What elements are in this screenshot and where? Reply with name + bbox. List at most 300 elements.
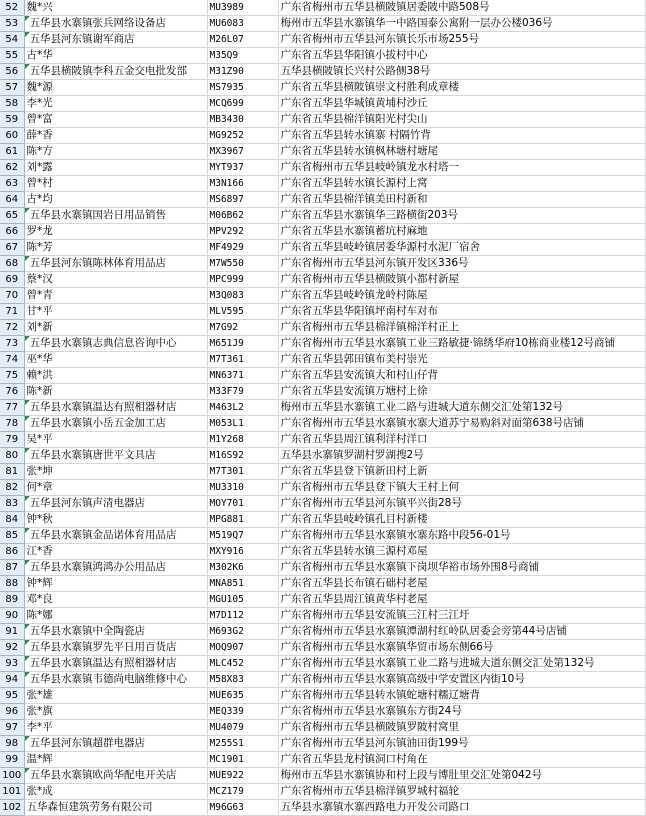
row-number[interactable] <box>0 64 24 80</box>
cell-code[interactable] <box>207 640 278 656</box>
row-number[interactable] <box>0 720 24 736</box>
cell-name[interactable] <box>24 512 207 528</box>
row-number[interactable] <box>0 224 24 240</box>
row-number-text: 67 <box>5 242 19 253</box>
cell-name[interactable] <box>24 304 207 320</box>
row-number[interactable] <box>0 240 24 256</box>
cell-address-text: 广东省梅州市五华县水寨镇水寨大道苏宁易购斜对面第638号店铺 <box>280 417 585 429</box>
row-number[interactable] <box>0 752 24 768</box>
cell-address[interactable] <box>278 320 645 336</box>
cell-code[interactable] <box>207 624 278 640</box>
cell-code[interactable] <box>207 272 278 288</box>
cell-address[interactable] <box>278 448 645 464</box>
row-number-text: 98 <box>5 738 19 749</box>
row-number[interactable] <box>0 496 24 512</box>
row-number[interactable] <box>0 784 24 800</box>
row-number[interactable] <box>0 272 24 288</box>
cell-address[interactable] <box>278 288 645 304</box>
row-number[interactable] <box>0 576 24 592</box>
cell-code-text: MS7935 <box>209 82 244 93</box>
cell-address-text: 广东省五华县岐岭镇居委华源村水泥厂宿舍 <box>280 241 480 253</box>
table-row <box>0 576 645 592</box>
cell-name[interactable] <box>24 320 207 336</box>
cell-code[interactable] <box>207 64 278 80</box>
row-number-text: 83 <box>5 498 19 509</box>
table-row <box>0 448 645 464</box>
cell-name[interactable] <box>24 544 207 560</box>
cell-address[interactable] <box>278 784 645 800</box>
table-row <box>0 768 645 784</box>
cell-code[interactable] <box>207 208 278 224</box>
row-number[interactable] <box>0 208 24 224</box>
cell-name[interactable] <box>24 448 207 464</box>
row-number[interactable] <box>0 800 24 816</box>
cell-address[interactable] <box>278 496 645 512</box>
cell-name[interactable] <box>24 48 207 64</box>
cell-address[interactable] <box>278 768 645 784</box>
table-row <box>0 384 645 400</box>
cell-address[interactable] <box>278 240 645 256</box>
cell-address[interactable] <box>278 304 645 320</box>
row-number[interactable] <box>0 320 24 336</box>
cell-address[interactable] <box>278 752 645 768</box>
row-number[interactable] <box>0 624 24 640</box>
cell-address-text: 广东省梅州市五华县转水镇蛇塘村糯辽塘背 <box>280 689 480 701</box>
cell-address[interactable] <box>278 656 645 672</box>
row-number-text: 71 <box>5 306 19 317</box>
cell-code[interactable] <box>207 368 278 384</box>
cell-code-text: M7W550 <box>209 258 244 269</box>
table-row <box>0 592 645 608</box>
cell-code[interactable] <box>207 496 278 512</box>
cell-address[interactable] <box>278 640 645 656</box>
table-row <box>0 128 645 144</box>
cell-name[interactable] <box>24 720 207 736</box>
row-number[interactable] <box>0 144 24 160</box>
row-number-text: 54 <box>5 34 19 45</box>
error-indicator-icon <box>25 528 30 533</box>
row-number[interactable] <box>0 336 24 352</box>
cell-code-text: M7D112 <box>209 610 244 621</box>
cell-name-text: 刘*露 <box>26 161 53 173</box>
row-number[interactable] <box>0 0 24 16</box>
cell-address[interactable] <box>278 384 645 400</box>
cell-name[interactable] <box>24 144 207 160</box>
row-number[interactable] <box>0 416 24 432</box>
cell-code-text: MEQ339 <box>209 706 244 717</box>
cell-address-text: 广东省五华县岐岭镇孔目村新楼 <box>280 513 428 525</box>
row-number[interactable] <box>0 400 24 416</box>
cell-code[interactable] <box>207 416 278 432</box>
cell-code[interactable] <box>207 688 278 704</box>
cell-address[interactable] <box>278 48 645 64</box>
cell-name[interactable] <box>24 624 207 640</box>
cell-name[interactable] <box>24 208 207 224</box>
table-row <box>0 752 645 768</box>
cell-name[interactable] <box>24 800 207 816</box>
cell-code[interactable] <box>207 704 278 720</box>
row-number[interactable] <box>0 128 24 144</box>
cell-address-text: 广东省五华县郭田镇布美村崇光 <box>280 353 428 365</box>
error-indicator-icon <box>25 768 30 773</box>
cell-name[interactable] <box>24 400 207 416</box>
cell-code[interactable] <box>207 80 278 96</box>
cell-code-text: MOY701 <box>209 498 244 509</box>
cell-code[interactable] <box>207 128 278 144</box>
cell-code-text: MU3989 <box>209 2 244 13</box>
cell-address-text: 广东省五华县华城镇黄埔村沙丘 <box>280 97 428 109</box>
row-number[interactable] <box>0 736 24 752</box>
cell-name-text: 五华县水寨镇小岳五金加工店 <box>29 417 166 429</box>
cell-code[interactable] <box>207 720 278 736</box>
cell-address[interactable] <box>278 432 645 448</box>
row-number[interactable] <box>0 176 24 192</box>
cell-name[interactable] <box>24 0 207 16</box>
cell-name[interactable] <box>24 560 207 576</box>
row-number[interactable] <box>0 160 24 176</box>
cell-address-text: 五华县水寨镇水寨西路电力开发公司路口 <box>280 801 470 813</box>
cell-code[interactable] <box>207 192 278 208</box>
cell-name-text: 张*坤 <box>26 465 53 477</box>
cell-code-text: MF4929 <box>209 242 244 253</box>
cell-address[interactable] <box>278 32 645 48</box>
cell-address-text: 广东省五华县水寨镇华三路横街203号 <box>280 209 459 221</box>
cell-code[interactable] <box>207 432 278 448</box>
cell-code-text: M463L2 <box>209 402 244 413</box>
cell-address[interactable] <box>278 0 645 16</box>
row-number-text: 77 <box>5 402 19 413</box>
cell-code[interactable] <box>207 608 278 624</box>
cell-name[interactable] <box>24 432 207 448</box>
row-number[interactable] <box>0 112 24 128</box>
cell-name[interactable] <box>24 80 207 96</box>
row-number[interactable] <box>0 704 24 720</box>
cell-address[interactable] <box>278 608 645 624</box>
row-number[interactable] <box>0 528 24 544</box>
cell-address[interactable] <box>278 224 645 240</box>
cell-address-text: 广东省五华县龙村镇洞口村角在 <box>280 753 428 765</box>
cell-code[interactable] <box>207 544 278 560</box>
cell-code[interactable] <box>207 672 278 688</box>
cell-address-text: 广东省梅州市五华县登下镇大王村上何 <box>280 481 459 493</box>
cell-name[interactable] <box>24 464 207 480</box>
cell-address-text: 广东省梅州市五华县河东镇平兴街28号 <box>280 497 462 509</box>
row-number[interactable] <box>0 368 24 384</box>
cell-address[interactable] <box>278 416 645 432</box>
cell-address[interactable] <box>278 128 645 144</box>
cell-address[interactable] <box>278 528 645 544</box>
cell-name[interactable] <box>24 672 207 688</box>
row-number[interactable] <box>0 608 24 624</box>
row-number[interactable] <box>0 48 24 64</box>
cell-code-text: M58X83 <box>209 674 244 685</box>
cell-name[interactable] <box>24 176 207 192</box>
cell-address[interactable] <box>278 96 645 112</box>
row-number-text: 85 <box>5 530 19 541</box>
cell-code-text: M16S92 <box>209 450 244 461</box>
row-number-text: 102 <box>2 802 22 813</box>
row-number-text: 53 <box>5 18 19 29</box>
row-number-text: 84 <box>5 514 19 525</box>
cell-code-text: MN6371 <box>209 370 244 381</box>
cell-code-text: MB3430 <box>209 114 244 125</box>
row-number[interactable] <box>0 544 24 560</box>
row-number[interactable] <box>0 16 24 32</box>
cell-code[interactable] <box>207 304 278 320</box>
cell-address-text: 广东省梅州市五华县水寨镇潭湖村红岭队居委会旁第44号店铺 <box>280 625 567 637</box>
cell-code[interactable] <box>207 736 278 752</box>
cell-code[interactable] <box>207 512 278 528</box>
cell-name-text: 曾*村 <box>26 177 53 189</box>
cell-code[interactable] <box>207 32 278 48</box>
cell-name[interactable] <box>24 112 207 128</box>
row-number-text: 99 <box>5 754 19 765</box>
cell-code[interactable] <box>207 240 278 256</box>
cell-code[interactable] <box>207 224 278 240</box>
cell-code[interactable] <box>207 400 278 416</box>
table-row <box>0 304 645 320</box>
cell-address-text: 广东省五华县棉洋镇阳光村尖山 <box>280 113 428 125</box>
cell-name[interactable] <box>24 368 207 384</box>
cell-address[interactable] <box>278 64 645 80</box>
error-indicator-icon <box>25 448 30 453</box>
table-row <box>0 352 645 368</box>
cell-name[interactable] <box>24 688 207 704</box>
cell-code[interactable] <box>207 96 278 112</box>
cell-code-text: MPV292 <box>209 226 244 237</box>
error-indicator-icon <box>25 416 30 421</box>
cell-code[interactable] <box>207 176 278 192</box>
row-number[interactable] <box>0 640 24 656</box>
cell-name[interactable] <box>24 496 207 512</box>
cell-code[interactable] <box>207 800 278 816</box>
cell-address[interactable] <box>278 512 645 528</box>
cell-address[interactable] <box>278 800 645 816</box>
row-number[interactable] <box>0 384 24 400</box>
cell-address[interactable] <box>278 352 645 368</box>
cell-name[interactable] <box>24 336 207 352</box>
row-number[interactable] <box>0 768 24 784</box>
cell-code[interactable] <box>207 480 278 496</box>
row-number[interactable] <box>0 592 24 608</box>
row-number[interactable] <box>0 688 24 704</box>
cell-address[interactable] <box>278 736 645 752</box>
row-number[interactable] <box>0 432 24 448</box>
cell-name-text: 五华森恒建筑劳务有限公司 <box>26 801 153 813</box>
row-number[interactable] <box>0 512 24 528</box>
cell-address[interactable] <box>278 208 645 224</box>
cell-name[interactable] <box>24 224 207 240</box>
cell-name-text: 魏*兴 <box>26 1 53 13</box>
cell-address[interactable] <box>278 336 645 352</box>
cell-address[interactable] <box>278 688 645 704</box>
cell-name-text: 五华县河东镇超群电器店 <box>29 737 145 749</box>
cell-address[interactable] <box>278 368 645 384</box>
row-number[interactable] <box>0 352 24 368</box>
cell-code[interactable] <box>207 336 278 352</box>
cell-address[interactable] <box>278 16 645 32</box>
cell-address[interactable] <box>278 176 645 192</box>
cell-code[interactable] <box>207 752 278 768</box>
cell-code[interactable] <box>207 592 278 608</box>
cell-name[interactable] <box>24 160 207 176</box>
cell-name[interactable] <box>24 752 207 768</box>
cell-name[interactable] <box>24 768 207 784</box>
cell-code[interactable] <box>207 0 278 16</box>
cell-code[interactable] <box>207 288 278 304</box>
row-number[interactable] <box>0 448 24 464</box>
row-number[interactable] <box>0 192 24 208</box>
cell-code[interactable] <box>207 352 278 368</box>
cell-address[interactable] <box>278 480 645 496</box>
error-indicator-icon <box>25 32 30 37</box>
cell-name[interactable] <box>24 416 207 432</box>
row-number[interactable] <box>0 656 24 672</box>
table-row <box>0 688 645 704</box>
cell-name[interactable] <box>24 784 207 800</box>
row-number[interactable] <box>0 560 24 576</box>
cell-name[interactable] <box>24 704 207 720</box>
cell-code[interactable] <box>207 112 278 128</box>
cell-code-text: M1Y268 <box>209 434 244 445</box>
cell-code[interactable] <box>207 528 278 544</box>
cell-name-text: 五华县水寨镇温达有照相器材店 <box>29 657 177 669</box>
cell-address-text: 广东省五华县华阳镇坪南村车对布 <box>280 305 438 317</box>
cell-address[interactable] <box>278 192 645 208</box>
cell-code[interactable] <box>207 160 278 176</box>
cell-name-text: 张*成 <box>26 785 53 797</box>
table-row <box>0 288 645 304</box>
cell-code-text: M7T301 <box>209 466 244 477</box>
cell-name[interactable] <box>24 640 207 656</box>
table-row <box>0 0 645 16</box>
cell-name[interactable] <box>24 16 207 32</box>
cell-address[interactable] <box>278 576 645 592</box>
cell-name[interactable] <box>24 96 207 112</box>
cell-code[interactable] <box>207 768 278 784</box>
cell-code-text: M96G63 <box>209 802 244 813</box>
cell-address[interactable] <box>278 272 645 288</box>
row-number[interactable] <box>0 464 24 480</box>
cell-address[interactable] <box>278 464 645 480</box>
row-number[interactable] <box>0 304 24 320</box>
cell-code[interactable] <box>207 144 278 160</box>
cell-name[interactable] <box>24 576 207 592</box>
cell-code[interactable] <box>207 48 278 64</box>
cell-name[interactable] <box>24 64 207 80</box>
cell-address[interactable] <box>278 560 645 576</box>
cell-name-text: 五华县水寨镇中全陶瓷店 <box>29 625 145 637</box>
cell-name[interactable] <box>24 656 207 672</box>
cell-address-text: 广东省五华县周江镇利洋村洋口 <box>280 433 428 445</box>
cell-address[interactable] <box>278 720 645 736</box>
cell-code-text: M33F79 <box>209 386 244 397</box>
cell-address-text: 广东省五华县安流镇万塘村上徐 <box>280 385 428 397</box>
cell-name[interactable] <box>24 240 207 256</box>
cell-code[interactable] <box>207 576 278 592</box>
cell-name[interactable] <box>24 272 207 288</box>
cell-address-text: 广东省梅州市五华县河东镇长乐市场255号 <box>280 33 480 45</box>
error-indicator-icon <box>25 624 30 629</box>
cell-name-text: 五华县水寨镇唐世平文具店 <box>29 449 156 461</box>
cell-code[interactable] <box>207 784 278 800</box>
row-number[interactable] <box>0 80 24 96</box>
cell-address[interactable] <box>278 144 645 160</box>
row-number-text: 81 <box>5 466 19 477</box>
cell-name[interactable] <box>24 592 207 608</box>
cell-address[interactable] <box>278 160 645 176</box>
cell-code[interactable] <box>207 384 278 400</box>
row-number-text: 76 <box>5 386 19 397</box>
cell-name-text: 五华县横陂镇李科五金交电批发部 <box>29 65 187 77</box>
cell-address[interactable] <box>278 256 645 272</box>
row-number[interactable] <box>0 288 24 304</box>
row-number[interactable] <box>0 256 24 272</box>
cell-name-text: 曾*青 <box>26 289 53 301</box>
cell-name[interactable] <box>24 736 207 752</box>
table-row <box>0 192 645 208</box>
row-number[interactable] <box>0 672 24 688</box>
row-number-text: 79 <box>5 434 19 445</box>
cell-name[interactable] <box>24 128 207 144</box>
error-indicator-icon <box>25 560 30 565</box>
cell-name[interactable] <box>24 608 207 624</box>
cell-code[interactable] <box>207 464 278 480</box>
cell-address[interactable] <box>278 592 645 608</box>
cell-code[interactable] <box>207 560 278 576</box>
cell-name-text: 邓*良 <box>26 593 53 605</box>
cell-name[interactable] <box>24 384 207 400</box>
error-indicator-icon <box>25 64 30 69</box>
cell-code[interactable] <box>207 16 278 32</box>
row-number[interactable] <box>0 96 24 112</box>
row-number-text: 92 <box>5 642 19 653</box>
cell-name-text: 五华县水寨镇张兵网络设备店 <box>29 17 166 29</box>
table-row <box>0 656 645 672</box>
cell-name[interactable] <box>24 288 207 304</box>
cell-address[interactable] <box>278 672 645 688</box>
cell-address[interactable] <box>278 704 645 720</box>
cell-code[interactable] <box>207 656 278 672</box>
cell-name[interactable] <box>24 352 207 368</box>
cell-address[interactable] <box>278 624 645 640</box>
cell-name-text: 蔡*汉 <box>26 273 53 285</box>
cell-address[interactable] <box>278 544 645 560</box>
cell-name[interactable] <box>24 32 207 48</box>
cell-address[interactable] <box>278 112 645 128</box>
cell-name[interactable] <box>24 192 207 208</box>
row-number[interactable] <box>0 32 24 48</box>
cell-name[interactable] <box>24 256 207 272</box>
cell-name[interactable] <box>24 480 207 496</box>
row-number-text: 88 <box>5 578 19 589</box>
cell-code-text: M26L07 <box>209 34 244 45</box>
cell-address[interactable] <box>278 80 645 96</box>
cell-name[interactable] <box>24 528 207 544</box>
cell-name-text: 江*香 <box>26 545 53 557</box>
cell-code-text: MUE922 <box>209 770 244 781</box>
error-indicator-icon <box>25 16 30 21</box>
cell-address-text: 广东省五华县安流镇大和村山仔背 <box>280 369 438 381</box>
cell-code[interactable] <box>207 320 278 336</box>
row-number-text: 69 <box>5 274 19 285</box>
row-number[interactable] <box>0 480 24 496</box>
cell-code[interactable] <box>207 448 278 464</box>
row-number-text: 80 <box>5 450 19 461</box>
cell-code[interactable] <box>207 256 278 272</box>
cell-address-text: 广东省五华县长布镇石础村老屋 <box>280 577 428 589</box>
cell-address[interactable] <box>278 400 645 416</box>
